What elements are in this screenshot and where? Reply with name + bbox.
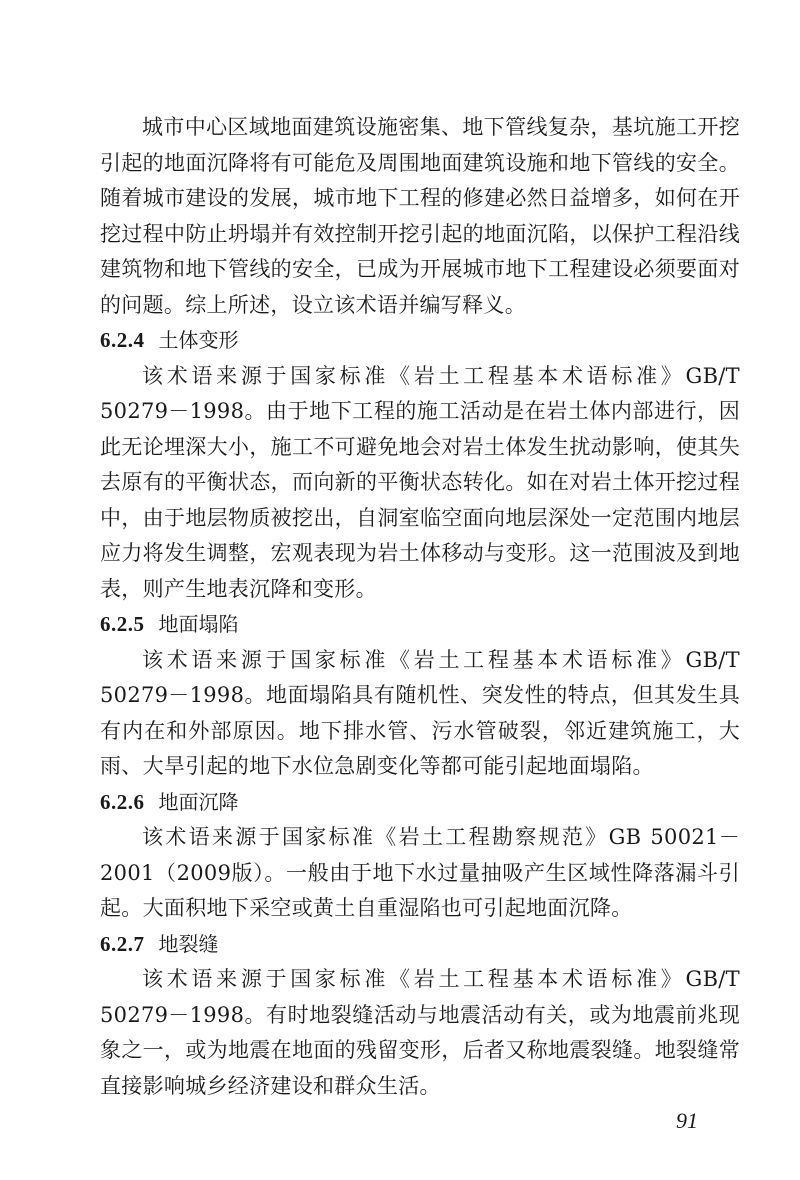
section-number: 6.2.4	[100, 328, 145, 352]
section-body-6-2-4: 该术语来源于国家标准《岩土工程基本术语标准》GB/T 50279－1998。由于地下工程的施工活动是在岩土体内部进行，因此无论埋深大小，施工不可避免地会对岩土体发生扰动影响，使其失去原有的平衡状态，而向新的平衡状态转化。如在对岩土体开挖过程中，由于地层物质被挖出，自洞室临空面向地层深处一定范围内地层应力将发生调整，宏观表现为岩土体移动与变形。这一范围波及到地表，则产生地表沉降和变形。	[100, 363, 740, 601]
section-heading-6-2-6	[100, 785, 740, 821]
section-title: 地裂缝	[158, 931, 219, 956]
section-title: 地面塌陷	[158, 612, 239, 636]
section-body-6-2-6: 该术语来源于国家标准《岩土工程勘察规范》GB 50021－2001（2009版）。一般由于地下水过量抽吸产生区域性降落漏斗引起。大面积地下采空或黄土自重湿陷也可引起地面沉降。	[100, 825, 740, 920]
section-title: 土体变形	[158, 328, 239, 352]
section-heading-6-2-7	[100, 927, 740, 963]
section-body-6-2-5: 该术语来源于国家标准《岩土工程基本术语标准》GB/T 50279－1998。地面塌陷具有随机性、突发性的特点，但其发生具有内在和外部原因。地下排水管、污水管破裂，邻近建筑施工，大雨、大旱引起的地下水位急剧变化等都可能引起地面塌陷。	[100, 647, 740, 778]
section-number: 6.2.6	[100, 789, 145, 814]
document-page	[100, 110, 740, 1104]
section-body-6-2-7: 该术语来源于国家标准《岩土工程基本术语标准》GB/T 50279－1998。有时地裂缝活动与地震活动有关，或为地震前兆现象之一，或为地震在地面的残留变形，后者又称地震裂缝。地裂缝常直接影响城乡经济建设和群众生活。	[100, 967, 740, 1098]
intro-paragraph: 城市中心区域地面建筑设施密集、地下管线复杂，基坑施工开挖引起的地面沉降将有可能危及周围地面建筑设施和地下管线的安全。随着城市建设的发展，城市地下工程的修建必然日益增多，如何在开挖过程中防止坍塌并有效控制开挖引起的地面沉陷，以保护工程沿线建筑物和地下管线的安全，已成为开展城市地下工程建设必须要面对的问题。综上所述，设立该术语并编写释义。	[100, 115, 740, 317]
section-number: 6.2.5	[100, 612, 145, 636]
section-number: 6.2.7	[100, 931, 145, 956]
section-heading-6-2-5	[100, 607, 740, 643]
section-title: 地面沉降	[158, 789, 239, 814]
section-heading-6-2-4	[100, 323, 740, 359]
page-number: 91	[676, 1108, 698, 1133]
